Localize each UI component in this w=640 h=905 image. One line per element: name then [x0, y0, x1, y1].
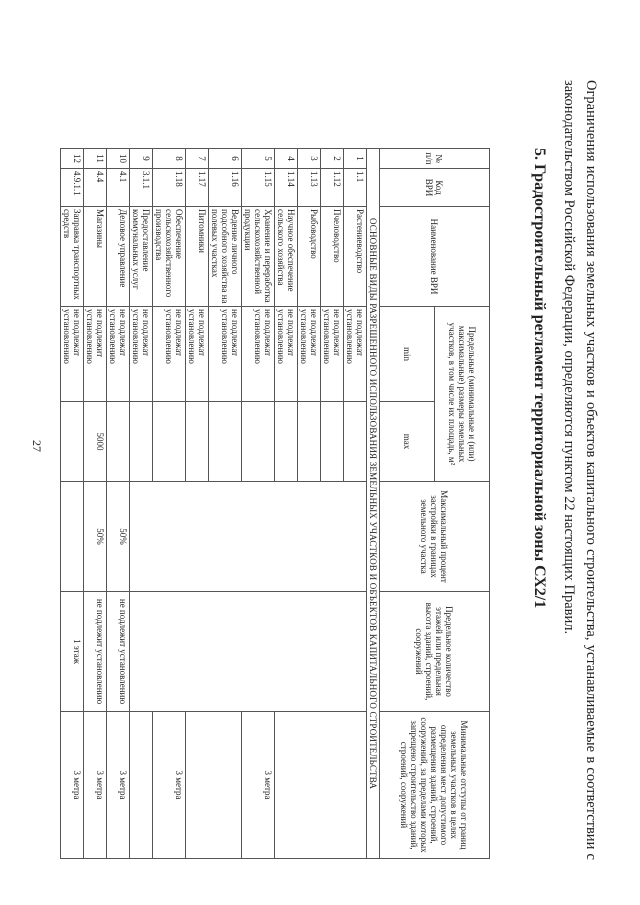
row-name: Ведение личного подсобного хозяйства на полевых участках [209, 207, 242, 307]
row-code: 1.12 [321, 169, 344, 207]
row-min: не подлежат установлению [186, 307, 209, 402]
header-floors: Предельное количество этажей или предельная высота зданий, строений, сооружений [380, 592, 490, 712]
row-max [298, 402, 321, 482]
row-setback: 3 метра [84, 712, 107, 859]
row-min: не подлежат установлению [321, 307, 344, 402]
row-floors: 1 этаж [61, 592, 84, 712]
row-max [321, 402, 344, 482]
row-min: не подлежат установлению [130, 307, 153, 402]
row-name: Растениеводство [344, 207, 367, 307]
row-floors [130, 592, 367, 712]
header-min: min [380, 307, 435, 402]
regulation-table [60, 148, 490, 859]
row-code: 4.4 [84, 169, 107, 207]
row-code: 4.1 [107, 169, 130, 207]
row-name: Деловое управление [107, 207, 130, 307]
table-row [84, 149, 107, 859]
row-setback: 3 метра [242, 712, 275, 859]
row-percent [61, 482, 84, 592]
row-number: 3 [298, 149, 321, 169]
row-code: 1.17 [186, 169, 209, 207]
row-percent [130, 482, 367, 592]
header-name: Наименование ВРИ [380, 207, 490, 307]
row-min: не подлежат установлению [242, 307, 275, 402]
row-name: Питомники [186, 207, 209, 307]
section-heading: 5. Градостроительный регламент территориальной зоны СХ2/1 [531, 148, 548, 609]
row-max [153, 402, 186, 482]
table-row [107, 149, 130, 859]
row-setback: 3 метра [107, 712, 130, 859]
row-code: 1.15 [242, 169, 275, 207]
table-row [344, 149, 367, 859]
row-max [186, 402, 209, 482]
row-code: 4.9.1.1 [61, 169, 84, 207]
row-number: 4 [275, 149, 298, 169]
row-name: Пчеловодство [321, 207, 344, 307]
row-min: не подлежат установлению [61, 307, 84, 402]
page-number: 27 [30, 440, 44, 452]
row-code: 1.14 [275, 169, 298, 207]
row-min: не подлежит установлению [84, 307, 107, 402]
row-max: 5000 [84, 402, 107, 482]
row-number: 7 [186, 149, 209, 169]
row-max [209, 402, 242, 482]
row-number: 11 [84, 149, 107, 169]
header-sizes: Предельные (минимальные и (или) максимальные) размеры земельных участков, в том числе их площадь, м² [435, 307, 490, 482]
row-max [61, 402, 84, 482]
row-min: не подлежат установлению [153, 307, 186, 402]
row-number: 6 [209, 149, 242, 169]
row-setback [275, 712, 367, 859]
row-code: 3.1.1 [130, 169, 153, 207]
row-max [107, 402, 130, 482]
row-number: 8 [153, 149, 186, 169]
row-number: 12 [61, 149, 84, 169]
row-code: 1.13 [298, 169, 321, 207]
row-name: Хранение и переработка сельскохозяйственной продукции [242, 207, 275, 307]
row-max [130, 402, 153, 482]
row-code: 1.16 [209, 169, 242, 207]
row-setback: 3 метра [153, 712, 186, 859]
row-min: не подлежат установлению [298, 307, 321, 402]
row-name: Рыбоводство [298, 207, 321, 307]
row-name: Магазины [84, 207, 107, 307]
intro-paragraph: Ограничения использования земельных участков и объектов капитального строительства, устанавливаемые в соответствии с законодательством Российской Федерации, определяются пунктом 22 настоящих Правил. [561, 80, 599, 860]
row-floors: не подлежит установлению [107, 592, 130, 712]
row-max [344, 402, 367, 482]
header-max: max [380, 402, 435, 482]
row-code: 1.1 [344, 169, 367, 207]
row-percent: 50% [107, 482, 130, 592]
row-setback [130, 712, 153, 859]
header-percent: Максимальный процент застройки в границах земельного участка [380, 482, 490, 592]
row-number: 10 [107, 149, 130, 169]
row-number: 9 [130, 149, 153, 169]
row-number: 5 [242, 149, 275, 169]
row-max [242, 402, 275, 482]
table-row [61, 149, 84, 859]
row-min: не подлежат установлению [107, 307, 130, 402]
row-name: Заправка транспортных средств [61, 207, 84, 307]
header-setbacks: Минимальные отступы от границ земельных участков в целях определения мест допустимого размещения зданий, строений, сооружений, за пределами которых запрещено строительство зданий, строений, сооружений [380, 712, 490, 859]
row-percent: 50% [84, 482, 107, 592]
row-max [275, 402, 298, 482]
row-setback [186, 712, 242, 859]
row-number: 1 [344, 149, 367, 169]
row-code: 1.18 [153, 169, 186, 207]
row-name: Предоставление коммунальных услуг [130, 207, 153, 307]
row-name: Научное обеспечение сельского хозяйства [275, 207, 298, 307]
row-min: не подлежат установлению [275, 307, 298, 402]
row-floors: не подлежит установлению [84, 592, 107, 712]
header-code: Код ВРИ [380, 169, 490, 207]
header-num: № п/п [380, 149, 490, 169]
row-min: не подлежат установлению [344, 307, 367, 402]
row-name: Обеспечение сельскохозяйственного производства [153, 207, 186, 307]
row-number: 2 [321, 149, 344, 169]
row-setback: 3 метра [61, 712, 84, 859]
row-min: не подлежат установлению [209, 307, 242, 402]
section-title: ОСНОВНЫЕ ВИДЫ РАЗРЕШЕННОГО ИСПОЛЬЗОВАНИЯ ЗЕМЕЛЬНЫХ УЧАСТКОВ И ОБЪЕКТОВ КАПИТАЛЬНОГО СТРОИТЕЛЬСТВА [367, 149, 380, 859]
